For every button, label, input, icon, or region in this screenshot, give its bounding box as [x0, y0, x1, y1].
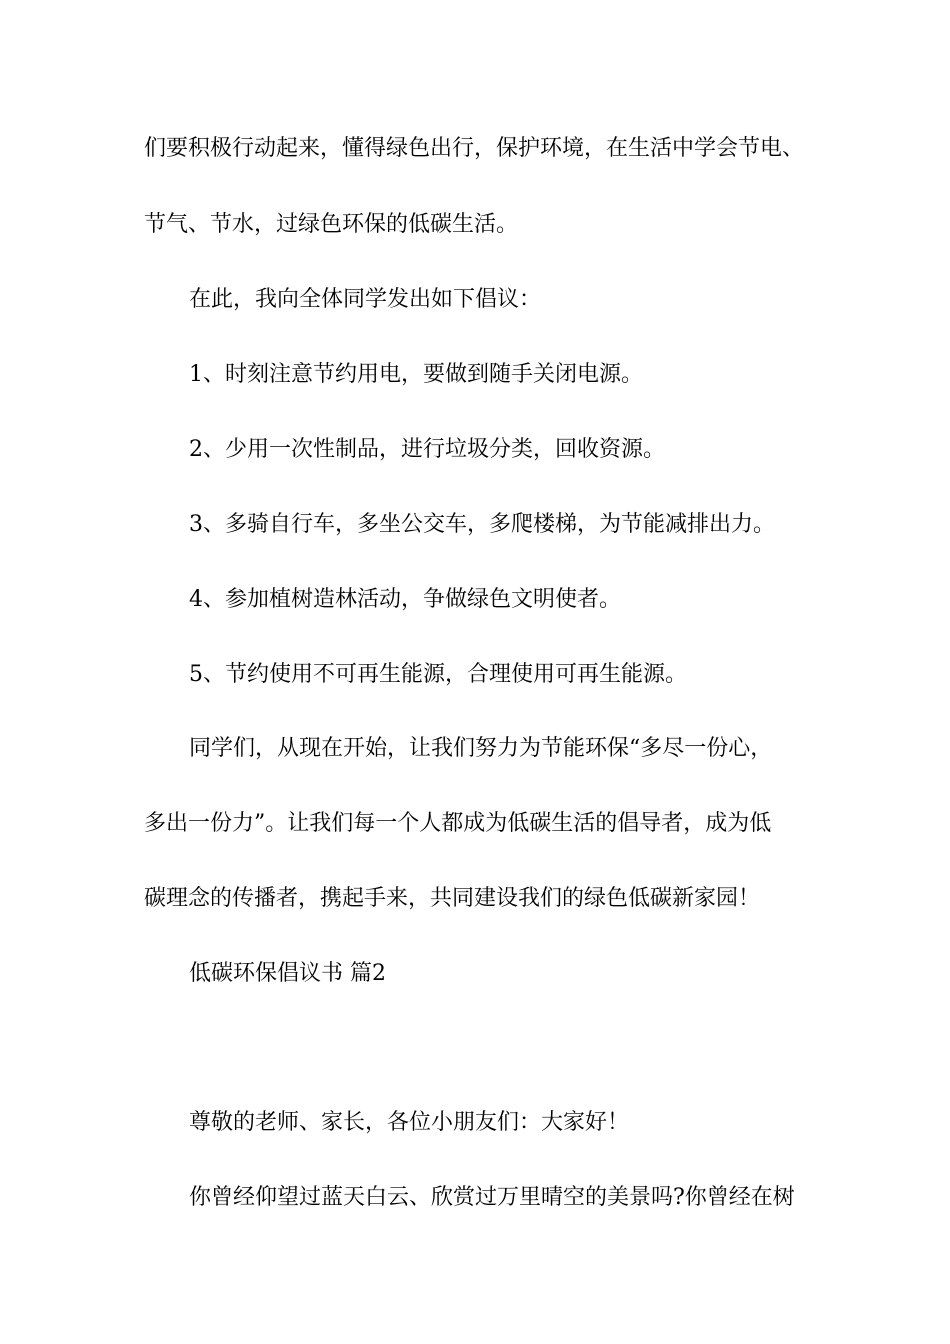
list-item: 3、多骑自行车，多坐公交车，多爬楼梯，为节能减排出力。	[189, 512, 775, 537]
paragraph-line: 在此，我向全体同学发出如下倡议：	[189, 287, 542, 312]
list-item: 4、参加植树造林活动，争做绿色文明使者。	[189, 587, 621, 612]
paragraph-line: 你曾经仰望过蓝天白云、欣赏过万里晴空的美景吗?你曾经在树	[189, 1185, 795, 1210]
section-heading: 低碳环保倡议书 篇2	[189, 961, 386, 986]
paragraph-line: 节气、节水，过绿色环保的低碳生活。	[144, 212, 519, 237]
paragraph-line: 们要积极行动起来，懂得绿色出行，保护环境，在生活中学会节电、	[144, 136, 805, 161]
list-item: 1、时刻注意节约用电，要做到随手关闭电源。	[189, 362, 643, 387]
list-item: 2、少用一次性制品，进行垃圾分类，回收资源。	[189, 437, 665, 462]
paragraph-line: 同学们，从现在开始，让我们努力为节能环保“多尽一份心，	[189, 736, 773, 761]
paragraph-line: 多出一份力”。让我们每一个人都成为低碳生活的倡导者，成为低	[144, 811, 772, 836]
list-item: 5、节约使用不可再生能源，合理使用可再生能源。	[189, 662, 687, 687]
paragraph-line: 碳理念的传播者，携起手来，共同建设我们的绿色低碳新家园！	[144, 886, 761, 911]
salutation: 尊敬的老师、家长，各位小朋友们：大家好！	[189, 1110, 630, 1135]
